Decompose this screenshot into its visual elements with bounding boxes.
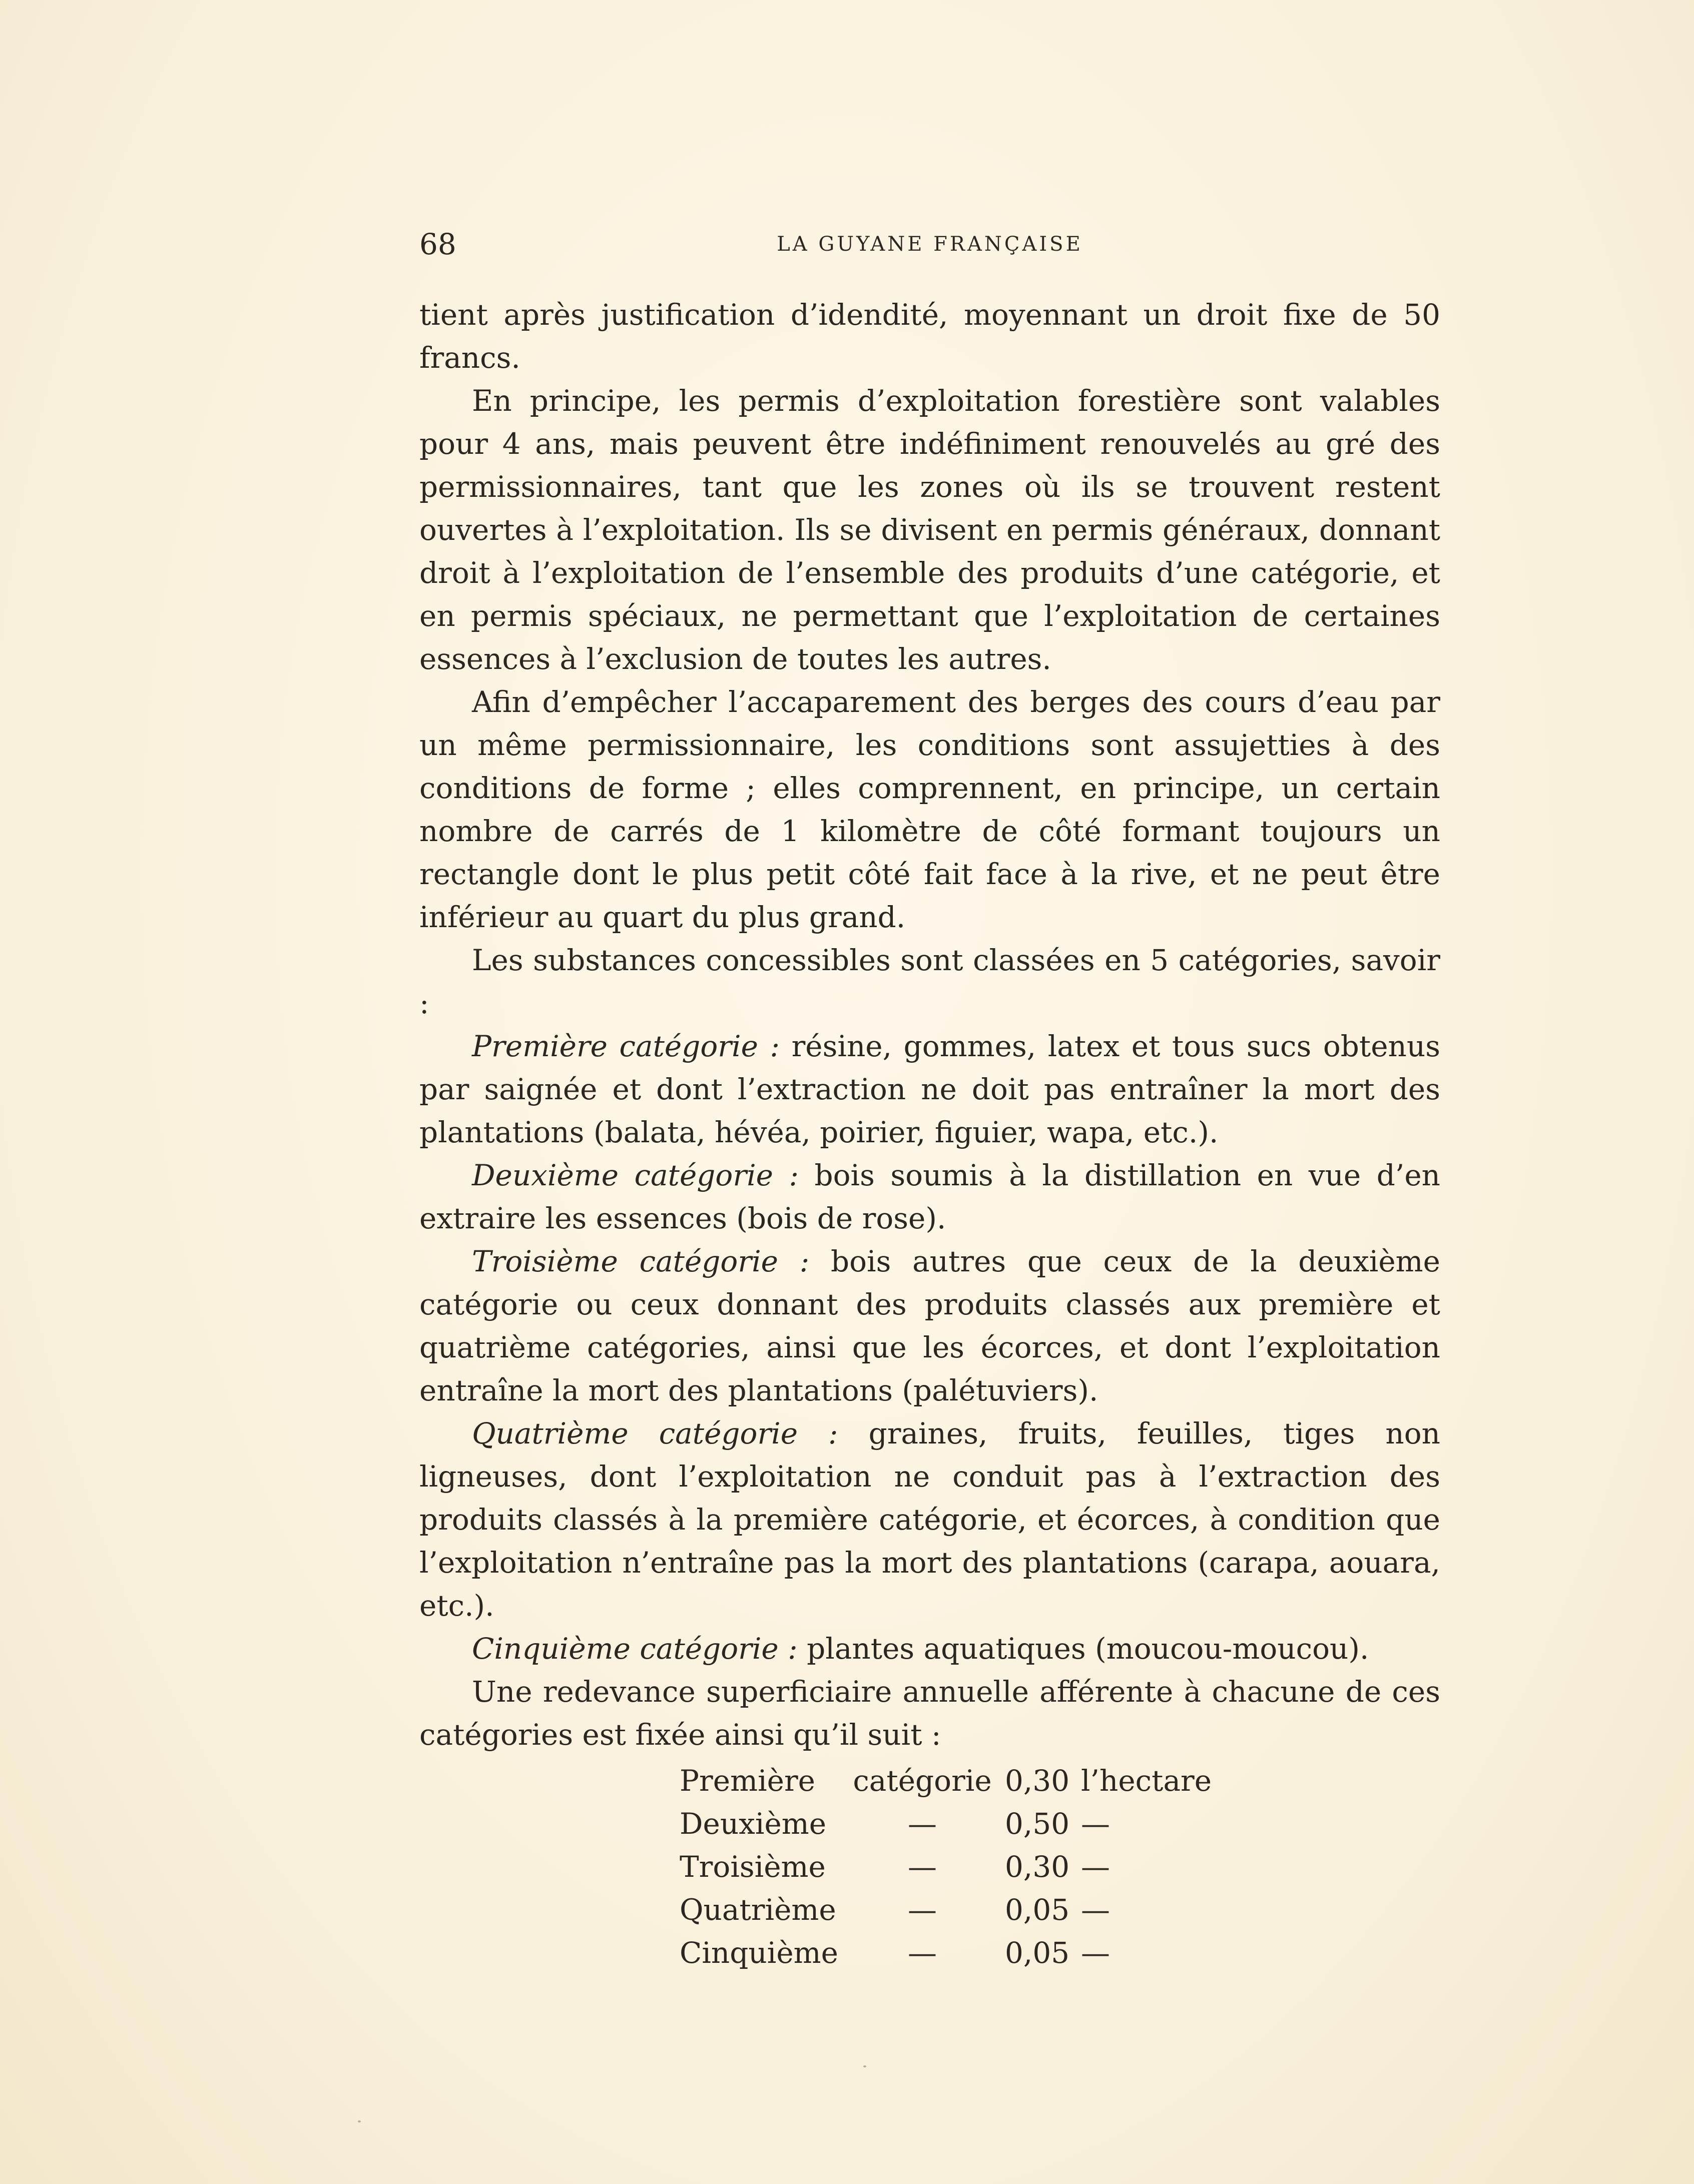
ditto-cell: — xyxy=(1081,1807,1110,1841)
page-number: 68 xyxy=(419,227,456,261)
category-text: bois autres que ceux de la deuxième catégorie ou ceux donnant des produits classés aux première et quatrième catégories, ainsi que les écorces, et dont l’exploitation entraîne la mort des plantations (palétuviers). xyxy=(419,1244,1440,1407)
category-text: bois soumis à la distillation en vue d’en extraire les essences (bois de rose). xyxy=(419,1158,1441,1235)
ditto-cell: — xyxy=(908,1893,937,1927)
category-paragraph xyxy=(419,1025,1440,1154)
ditto-cell: — xyxy=(1081,1893,1110,1927)
category-paragraph xyxy=(419,1154,1440,1240)
paragraph: Une redevance superficiaire annuelle afférente à chacune de ces catégories est fixée ainsi qu’il suit : xyxy=(419,1675,1440,1752)
paper-speck xyxy=(863,2065,866,2067)
table-row xyxy=(680,1802,1212,1845)
rate-cell: 0,50 xyxy=(1005,1807,1070,1841)
paragraph: Les substances concessibles sont classées en 5 catégories, savoir : xyxy=(419,943,1440,1020)
rate-cell: 0,05 xyxy=(1005,1936,1070,1970)
category-paragraph xyxy=(419,1240,1440,1412)
category-name-cell: Quatrième xyxy=(680,1893,836,1927)
rate-cell: 0,05 xyxy=(1005,1893,1070,1927)
category-name-cell: Cinquième xyxy=(680,1936,838,1970)
category-text: résine, gommes, latex et tous sucs obtenus par saignée et dont l’extraction ne doit pas entraîner la mort des plantations (balata, hévéa, poirier, figuier, wapa, etc.). xyxy=(419,1029,1440,1149)
category-word-cell: catégorie xyxy=(853,1764,992,1798)
book-page xyxy=(419,224,1440,1974)
category-label: Première catégorie : xyxy=(472,1029,780,1063)
category-name-cell: Première xyxy=(680,1764,815,1798)
ditto-cell: — xyxy=(908,1807,937,1841)
ditto-cell: — xyxy=(1081,1936,1110,1970)
rate-cell: 0,30 xyxy=(1005,1850,1070,1884)
running-title: LA GUYANE FRANÇAISE xyxy=(777,233,1083,256)
ditto-cell: — xyxy=(908,1850,937,1884)
rate-cell: 0,30 xyxy=(1005,1764,1070,1798)
category-label: Deuxième catégorie : xyxy=(472,1158,799,1192)
category-text: graines, fruits, feuilles, tiges non ligneuses, dont l’exploitation ne conduit pas à l’extraction des produits classés à la première catégorie, et écorces, à condition que l’exploitation n’entraîne pas la mort des plantations (carapa, aouara, etc.). xyxy=(419,1416,1440,1623)
category-name-cell: Deuxième xyxy=(680,1807,827,1841)
ditto-cell: — xyxy=(1081,1850,1110,1884)
fee-table xyxy=(680,1759,1212,1974)
paper-speck xyxy=(358,2120,361,2122)
ditto-cell: — xyxy=(908,1936,937,1970)
category-paragraph xyxy=(419,1627,1440,1670)
category-label: Cinquième catégorie : xyxy=(472,1632,798,1666)
category-text: plantes aquatiques (moucou-moucou). xyxy=(797,1632,1369,1666)
table-row xyxy=(680,1888,1212,1931)
unit-cell: l’hectare xyxy=(1081,1764,1212,1798)
table-row xyxy=(680,1845,1212,1888)
running-head xyxy=(419,224,1440,264)
table-row xyxy=(680,1931,1212,1974)
body-text xyxy=(419,293,1440,1756)
paragraph: En principe, les permis d’exploitation forestière sont valables pour 4 ans, mais peuvent être indéfiniment renouvelés au gré des permissionnaires, tant que les zones où ils se trouvent restent ouvertes à l’exploitation. Ils se divisent en permis généraux, donnant droit à l’exploitation de l’ensemble des produits d’une catégorie, et en permis spéciaux, ne permettant que l’exploitation de certaines essences à l’exclusion de toutes les autres. xyxy=(419,384,1440,676)
table-row xyxy=(680,1759,1212,1802)
paragraph: Afin d’empêcher l’accaparement des berges des cours d’eau par un même permissionnaire, les conditions sont assujetties à des conditions de forme ; elles comprennent, en principe, un certain nombre de carrés de 1 kilomètre de côté formant toujours un rectangle dont le plus petit côté fait face à la rive, et ne peut être inférieur au quart du plus grand. xyxy=(419,685,1440,934)
category-paragraph xyxy=(419,1412,1440,1627)
category-label: Troisième catégorie : xyxy=(472,1244,810,1278)
category-name-cell: Troisième xyxy=(680,1850,826,1884)
category-label: Quatrième catégorie : xyxy=(472,1416,838,1450)
paragraph: tient après justification d’idendité, moyennant un droit fixe de 50 francs. xyxy=(419,298,1440,375)
